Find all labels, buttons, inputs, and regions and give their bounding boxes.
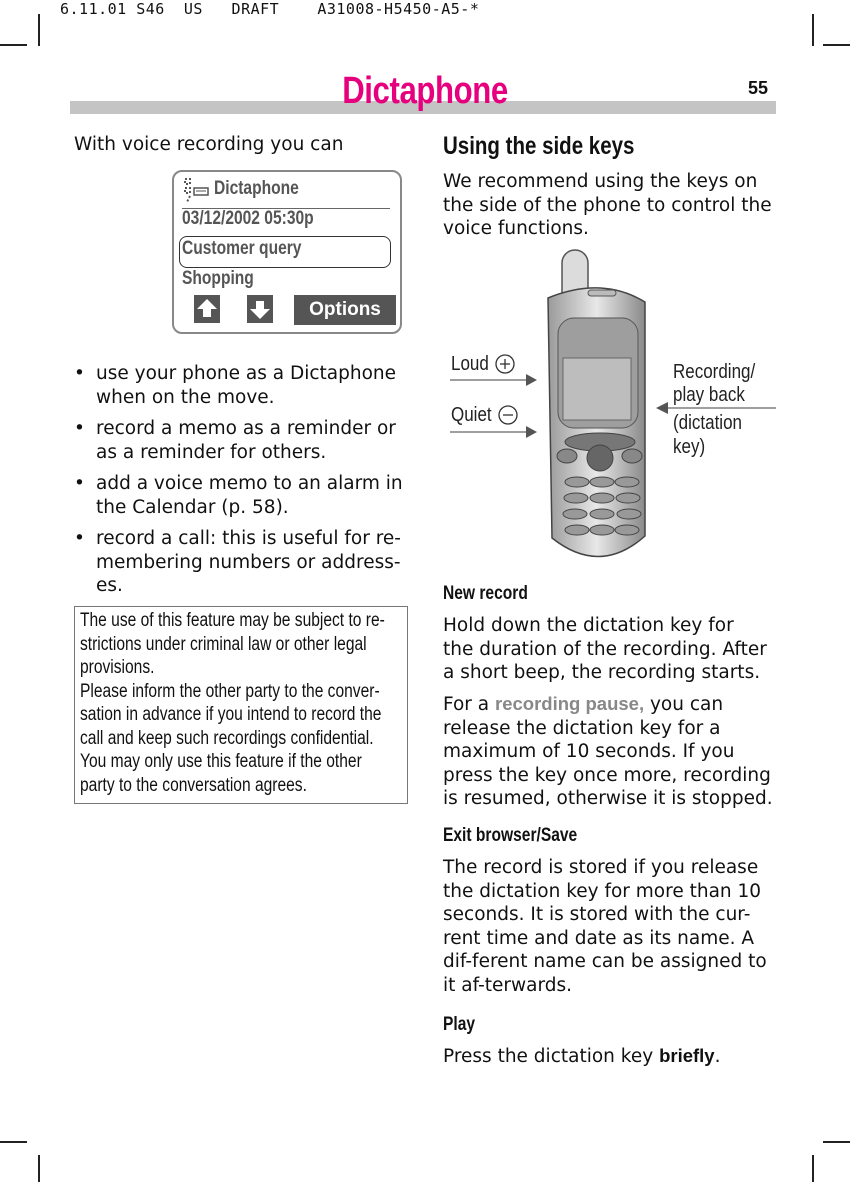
exit-save-text: The record is stored if you release the dictation key for more than 10 seconds. It is stored with the cur-rent time and date as its name. A dif-ferent name can be assigned to it af-terwards. [443, 857, 767, 996]
crop-mark [823, 1141, 850, 1143]
page-number: 55 [748, 78, 769, 98]
play-suffix: . [714, 1046, 721, 1067]
list-item: • add a voice memo to an alarm in the Calendar (p. 58). [74, 472, 404, 519]
dictaphone-icon [182, 176, 212, 204]
exit-save-heading: Exit browser/Save [443, 825, 578, 846]
legal-note-box [74, 606, 408, 804]
recording-pause-term: recording pause, [495, 693, 645, 714]
note-line: party to the conversation agrees. [80, 774, 307, 796]
scroll-up-button[interactable] [194, 295, 220, 323]
crop-mark [812, 1155, 814, 1182]
dictation-label: (dictation [673, 412, 742, 434]
options-softkey[interactable]: Options [294, 295, 396, 325]
note-line: The use of this feature may be subject to re- [80, 610, 385, 631]
crop-mark [812, 14, 814, 46]
legal-note [80, 609, 408, 797]
scroll-down-button[interactable] [247, 295, 273, 323]
play-text [443, 1044, 778, 1069]
recording-label: Recording/ [673, 361, 756, 383]
loud-label: Loud [451, 353, 489, 375]
recording-pause-paragraph [443, 692, 775, 811]
list-item: • record a call: this is useful for re-membering numbers or address-es. [74, 527, 404, 598]
display-entry-selected[interactable]: Customer query [182, 238, 302, 259]
play-emphasis: briefly [659, 1045, 715, 1066]
new-record-heading: New record [443, 583, 528, 604]
feature-list [74, 362, 404, 606]
note-line: sation in advance if you intend to record the [80, 704, 382, 725]
pause-text: you can release the dictation key for a maximum of 10 seconds. If you press the key once more, recording is resumed, otherwise it is stopped. [443, 694, 773, 809]
arrow-up-icon [194, 295, 220, 323]
pause-prefix: For a [443, 694, 490, 715]
quiet-label: Quiet [451, 404, 492, 426]
note-line: Please inform the other party to the conver- [80, 680, 380, 702]
intro-text: With voice recording you can [74, 134, 344, 155]
playback-label: play back [673, 384, 745, 406]
display-entry[interactable]: Shopping [182, 268, 254, 289]
key-label: key) [673, 436, 706, 458]
list-item: • use your phone as a Dictaphone when on the move. [74, 362, 404, 409]
draft-header: 6.11.01 S46 US DRAFT A31008-H5450-A5-* [60, 0, 480, 18]
crop-mark [823, 44, 850, 46]
side-keys-intro: We recommend using the keys on the side of the phone to control the voice functions. [443, 171, 772, 239]
crop-mark [38, 1155, 40, 1182]
crop-mark [38, 14, 40, 46]
new-record-text: Hold down the dictation key for the duration of the recording. After a short beep, the recording starts. [443, 615, 767, 683]
note-line: call and keep such recordings confidential. [80, 727, 374, 749]
play-heading: Play [443, 1014, 476, 1035]
display-title: Dictaphone [214, 178, 299, 199]
note-line: strictions under criminal law or other legal [80, 633, 367, 655]
arrow-down-icon [247, 295, 273, 323]
note-line: You may only use this feature if the other [80, 751, 362, 772]
section-heading: Using the side keys [443, 132, 635, 160]
page-title: Dictaphone [342, 70, 508, 112]
phone-display [172, 170, 402, 334]
list-item: • record a memo as a reminder or as a reminder for others. [74, 417, 404, 464]
crop-mark [0, 1141, 27, 1143]
play-prefix: Press the dictation key [443, 1046, 654, 1067]
crop-mark [0, 44, 27, 46]
note-line: provisions. [80, 657, 155, 678]
display-date: 03/12/2002 05:30p [182, 208, 314, 229]
